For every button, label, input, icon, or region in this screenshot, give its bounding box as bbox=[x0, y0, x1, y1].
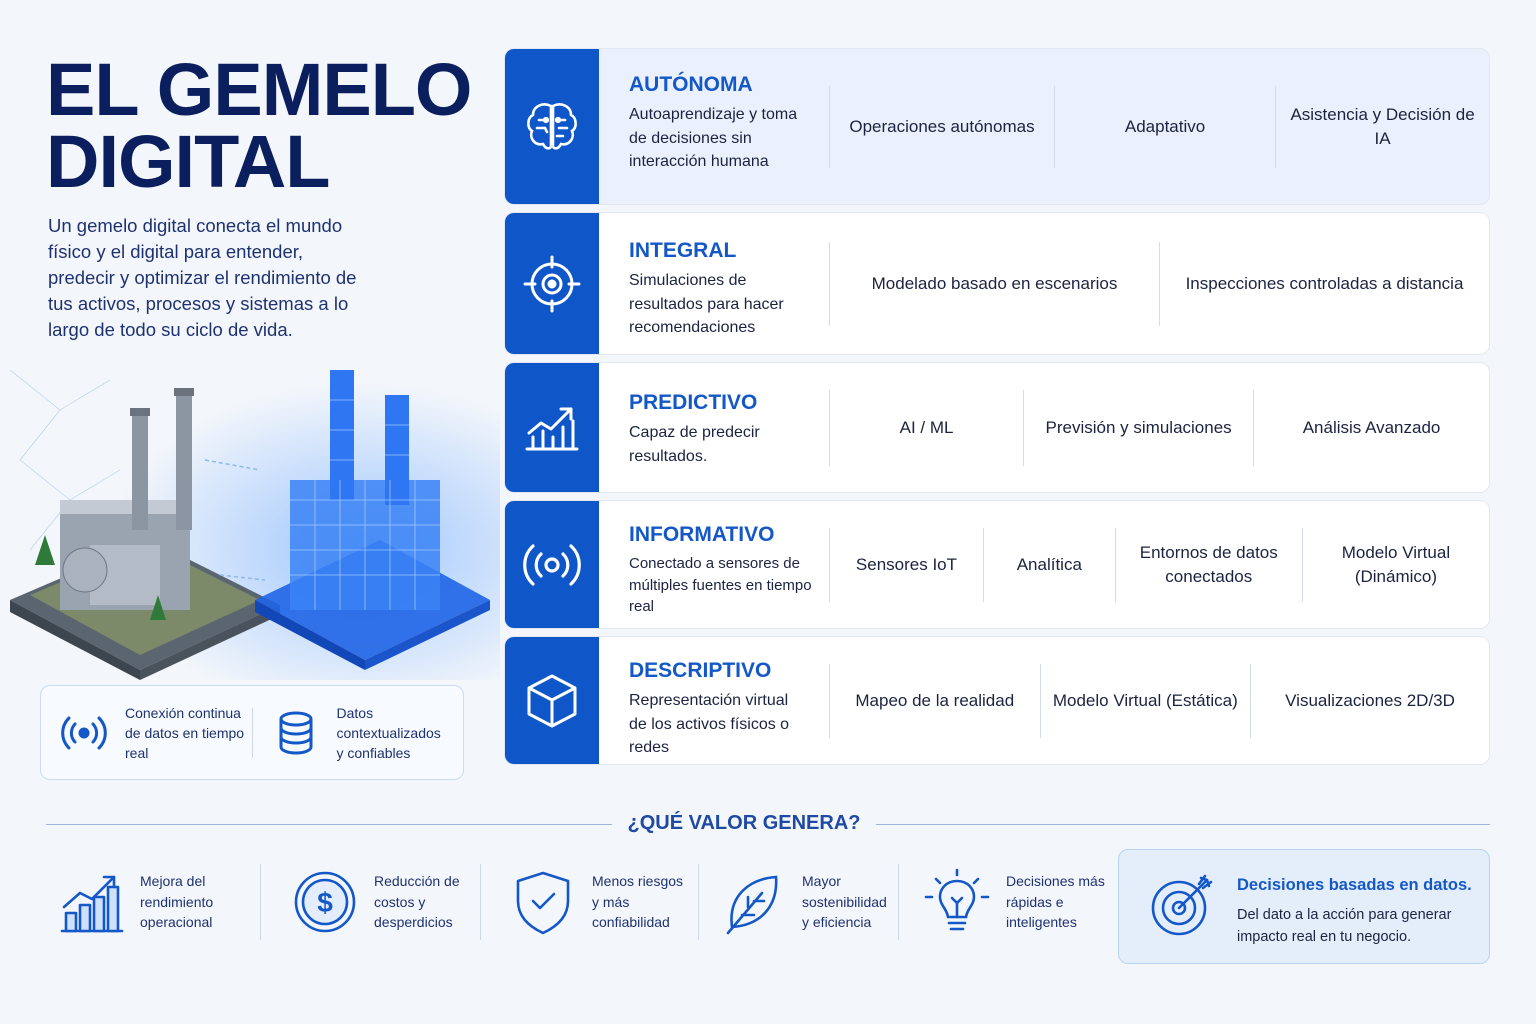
value-section-title: ¿QUÉ VALOR GENERA? bbox=[627, 812, 861, 834]
intro-text: Un gemelo digital conecta el mundo físico y el digital para entender, predecir y optimizar el rendimiento de tus activos, procesos y sistemas a lo largo de todo su ciclo de vida. bbox=[48, 215, 357, 340]
level-lead bbox=[599, 363, 829, 492]
value-item bbox=[56, 862, 222, 942]
cta-heading: Decisiones basadas en datos. bbox=[1237, 876, 1472, 894]
level-item: Inspecciones controladas a distancia bbox=[1159, 242, 1489, 326]
value-text: Menos riesgos y más confiabilidad bbox=[592, 873, 684, 931]
level-item: Modelo Virtual (Estática) bbox=[1040, 664, 1251, 738]
divider bbox=[876, 824, 1490, 825]
level-item: Operaciones autónomas bbox=[829, 86, 1054, 168]
level-badge bbox=[505, 501, 599, 628]
feature-text: Conexión continua de datos en tiempo real bbox=[125, 704, 245, 761]
brain-icon bbox=[521, 96, 583, 158]
cta-box bbox=[1118, 849, 1490, 964]
value-text: Decisiones más rápidas e inteligentes bbox=[1006, 873, 1105, 931]
level-row-integral bbox=[504, 212, 1490, 355]
value-text: Mejora del rendimiento operacional bbox=[140, 873, 214, 931]
feature-item bbox=[253, 703, 464, 763]
level-items bbox=[829, 363, 1489, 492]
database-icon bbox=[271, 708, 321, 758]
level-items bbox=[829, 637, 1489, 764]
level-item: Modelo Virtual (Dinámico) bbox=[1302, 528, 1489, 602]
level-badge bbox=[505, 213, 599, 354]
level-description: Capaz de predecir resultados. bbox=[629, 424, 760, 465]
level-item: Asistencia y Decisión de IA bbox=[1275, 86, 1489, 168]
svg-text:$: $ bbox=[317, 887, 333, 918]
level-items bbox=[829, 49, 1489, 204]
divider bbox=[46, 824, 612, 825]
level-item: AI / ML bbox=[829, 390, 1023, 466]
level-item: Visualizaciones 2D/3D bbox=[1250, 664, 1489, 738]
dollar-coin-icon bbox=[290, 867, 360, 937]
page-title bbox=[46, 48, 472, 203]
bar-chart-icon bbox=[56, 867, 126, 937]
level-name: PREDICTIVO bbox=[629, 391, 758, 414]
level-badge bbox=[505, 637, 599, 764]
value-text: Reducción de costos y desperdicios bbox=[374, 873, 460, 931]
level-name: INTEGRAL bbox=[629, 239, 737, 262]
level-badge bbox=[505, 49, 599, 204]
level-item: Sensores IoT bbox=[829, 528, 983, 602]
value-item bbox=[508, 862, 687, 942]
level-items bbox=[829, 213, 1489, 354]
level-lead bbox=[599, 213, 829, 354]
divider bbox=[480, 864, 481, 940]
divider bbox=[898, 864, 899, 940]
shield-icon bbox=[508, 867, 578, 937]
broadcast-icon bbox=[59, 708, 109, 758]
divider bbox=[260, 864, 261, 940]
level-badge bbox=[505, 363, 599, 492]
value-item bbox=[922, 862, 1106, 942]
level-name: DESCRIPTIVO bbox=[629, 659, 772, 682]
level-row-descriptivo bbox=[504, 636, 1490, 765]
level-item: Modelado basado en escenarios bbox=[829, 242, 1159, 326]
value-text: Mayor sostenibilidad y eficiencia bbox=[802, 873, 887, 931]
level-items bbox=[829, 501, 1489, 628]
growth-chart-icon bbox=[521, 397, 583, 459]
level-item: Análisis Avanzado bbox=[1253, 390, 1489, 466]
level-lead bbox=[599, 49, 829, 204]
feature-text: Datos contextualizados y confiables bbox=[336, 704, 441, 761]
level-item: Analítica bbox=[983, 528, 1115, 602]
features-box bbox=[40, 685, 464, 780]
cube-icon bbox=[521, 670, 583, 732]
level-description: Simulaciones de resultados para hacer recomendaciones bbox=[629, 272, 784, 336]
level-lead bbox=[599, 637, 829, 764]
value-item bbox=[290, 862, 466, 942]
level-item: Mapeo de la realidad bbox=[829, 664, 1040, 738]
level-item: Previsión y simulaciones bbox=[1023, 390, 1253, 466]
level-row-predictivo bbox=[504, 362, 1490, 493]
title-line-2: DIGITAL bbox=[46, 120, 330, 203]
target-icon bbox=[521, 253, 583, 315]
level-item: Adaptativo bbox=[1054, 86, 1275, 168]
factory-digital-twin-illustration bbox=[0, 350, 500, 680]
level-row-informativo bbox=[504, 500, 1490, 629]
level-item: Entornos de datos conectados bbox=[1115, 528, 1302, 602]
level-lead bbox=[599, 501, 829, 628]
feature-item bbox=[41, 703, 252, 763]
title-line-1: EL GEMELO bbox=[46, 48, 472, 131]
leaf-icon bbox=[718, 867, 788, 937]
level-description: Autoaprendizaje y toma de decisiones sin interacción humana bbox=[629, 106, 798, 170]
divider bbox=[698, 864, 699, 940]
cta-text: Del dato a la acción para generar impacto real en tu negocio. bbox=[1237, 907, 1452, 945]
value-item bbox=[718, 862, 897, 942]
lightbulb-icon bbox=[922, 867, 992, 937]
level-row-autonoma bbox=[504, 48, 1490, 205]
signal-icon bbox=[521, 534, 583, 596]
level-description: Representación virtual de los activos físicos o redes bbox=[629, 692, 790, 756]
level-description: Conectado a sensores de múltiples fuentes en tiempo real bbox=[629, 555, 812, 615]
level-name: INFORMATIVO bbox=[629, 523, 775, 546]
level-name: AUTÓNOMA bbox=[629, 73, 753, 96]
target-arrow-icon bbox=[1149, 872, 1215, 938]
